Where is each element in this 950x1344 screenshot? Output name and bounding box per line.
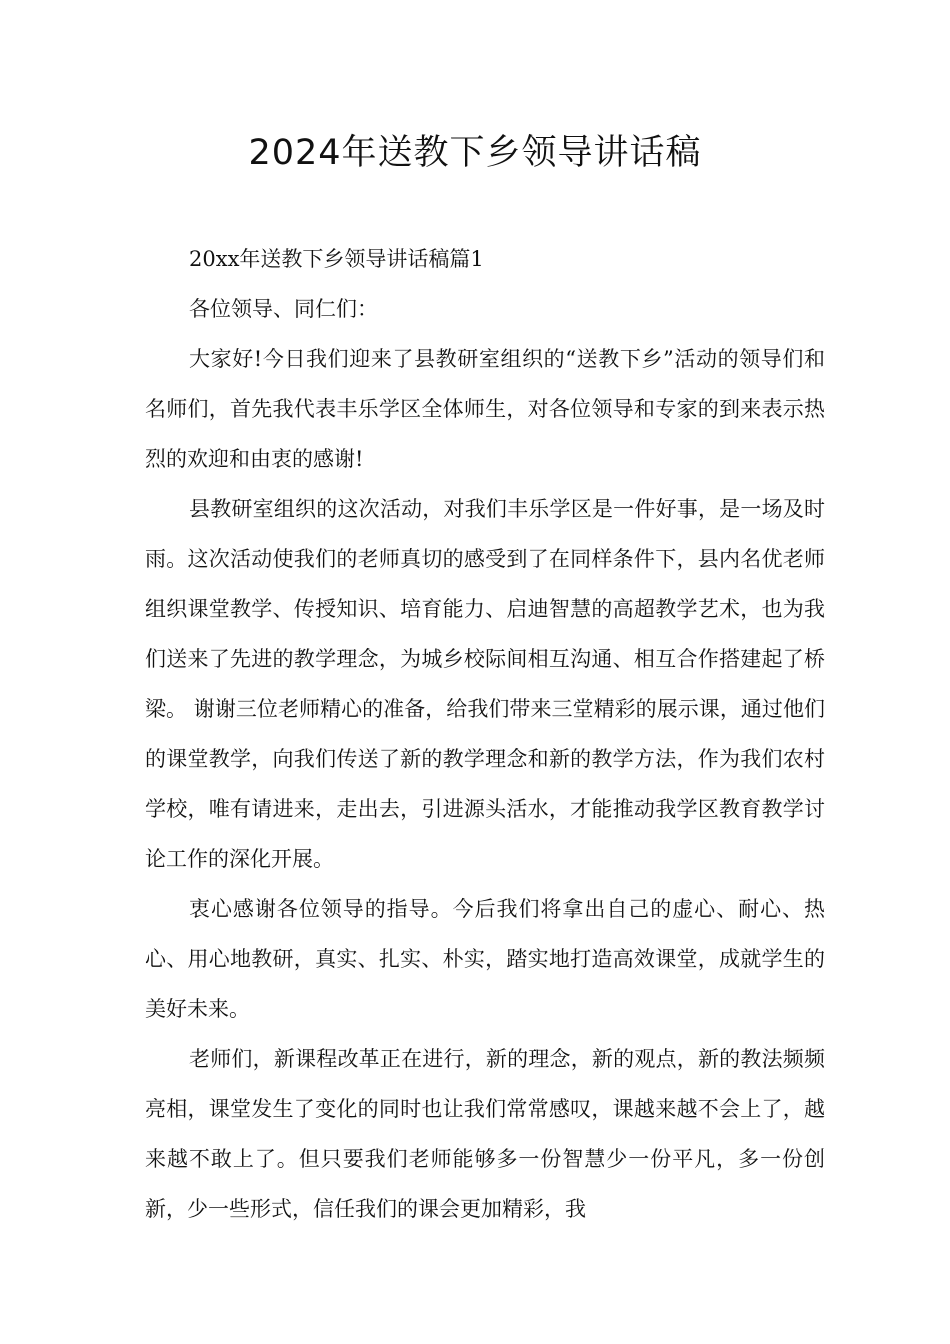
document-title: 2024年送教下乡领导讲话稿 [248, 133, 702, 173]
document-body [145, 234, 825, 1234]
body-paragraph: 县教研室组织的这次活动，对我们丰乐学区是一件好事，是一场及时雨。这次活动使我们的老师真切的感受到了在同样条件下，县内名优老师组织课堂教学、传授知识、培育能力、启迪智慧的高超教学艺术，也为我们送来了先进的教学理念，为城乡校际间相互沟通、相互合作搭建起了桥梁。 谢谢三位老师精心的准备，给我们带来三堂精彩的展示课，通过他们的课堂教学，向我们传送了新的教学理念和新的教学方法，作为我们农村学校，唯有请进来，走出去，引进源头活水，才能推动我学区教育教学讨论工作的深化开展。 [145, 497, 825, 871]
body-paragraph: 老师们，新课程改革正在进行，新的理念，新的观点，新的教法频频亮相，课堂发生了变化的同时也让我们常常感叹，课越来越不会上了，越来越不敢上了。但只要我们老师能够多一份智慧少一份平凡，多一份创新，少一些形式，信任我们的课会更加精彩，我 [145, 1047, 825, 1221]
body-paragraph: 大家好!今日我们迎来了县教研室组织的“送教下乡”活动的领导们和名师们，首先我代表丰乐学区全体师生，对各位领导和专家的到来表示热烈的欢迎和由衷的感谢! [145, 347, 825, 471]
salutation: 各位领导、同仁们： [189, 297, 378, 321]
section-heading: 20xx年送教下乡领导讲话稿篇1 [189, 247, 484, 271]
body-paragraph: 衷心感谢各位领导的指导。今后我们将拿出自己的虚心、耐心、热心、用心地教研，真实、扎实、朴实，踏实地打造高效课堂，成就学生的美好未来。 [145, 897, 825, 1021]
